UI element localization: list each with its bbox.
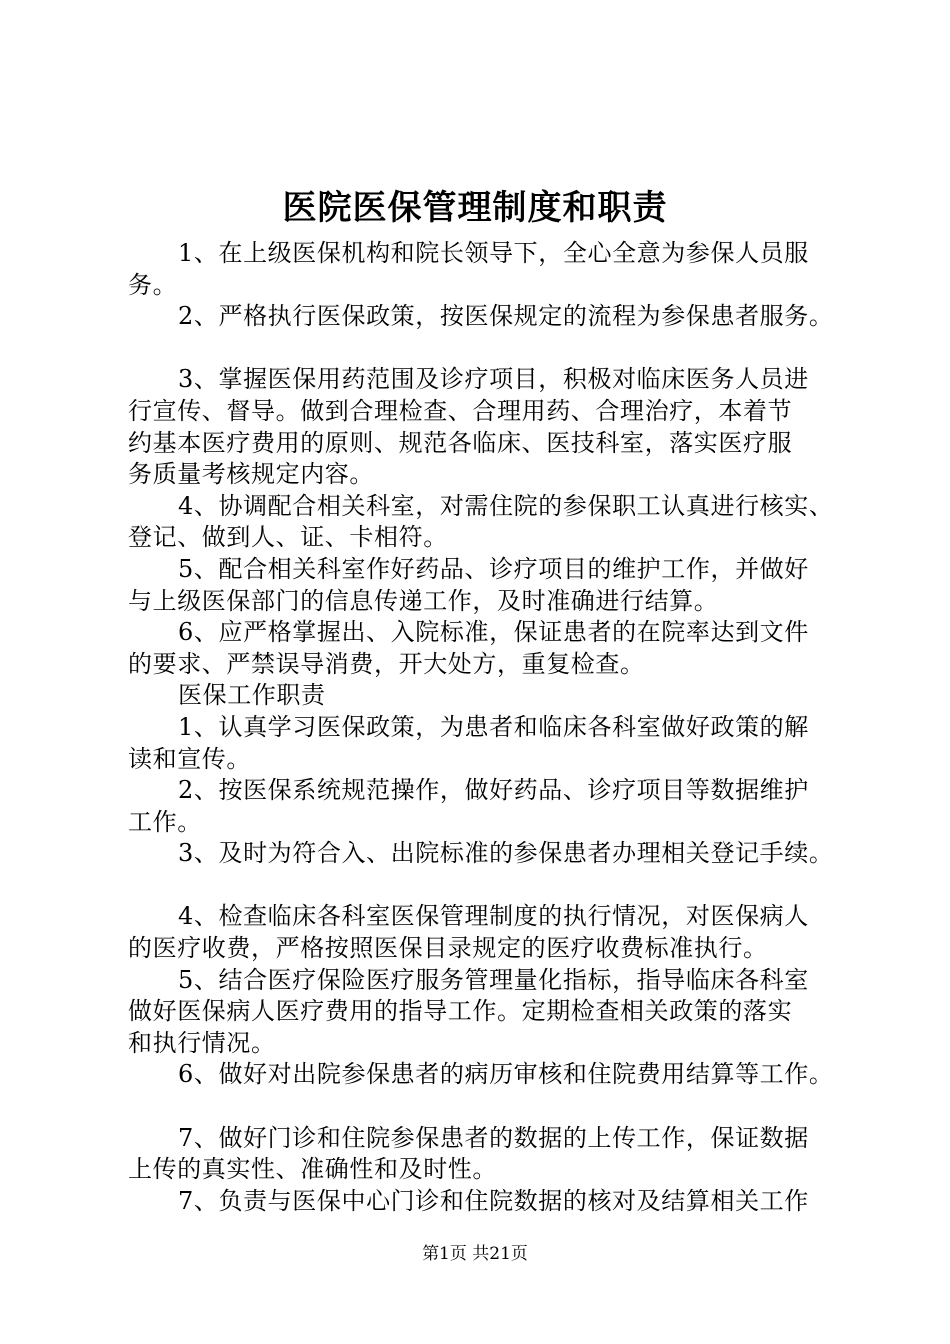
- paragraph-line: 务质量考核规定内容。: [128, 460, 374, 489]
- paragraph-line: 和执行情况。: [128, 1028, 276, 1057]
- document-title: 医院医保管理制度和职责: [282, 188, 668, 228]
- paragraph-line: 6、应严格掌握出、入院标准，保证患者的在院率达到文件: [178, 618, 809, 647]
- section-heading: 医保工作职责: [178, 681, 326, 710]
- blank-line: [128, 1091, 840, 1123]
- blank-line: [128, 870, 840, 902]
- blank-line: [128, 333, 840, 365]
- paragraph-line: 1、认真学习医保政策，为患者和临床各科室做好政策的解: [178, 712, 809, 741]
- paragraph-line: 7、做好门诊和住院参保患者的数据的上传工作，保证数据: [178, 1123, 809, 1152]
- paragraph-line: 行宣传、督导。做到合理检查、合理用药、合理治疗，本着节: [128, 396, 793, 425]
- paragraph-line: 3、掌握医保用药范围及诊疗项目，积极对临床医务人员进: [178, 365, 809, 394]
- paragraph-line: 7、负责与医保中心门诊和住院数据的核对及结算相关工作: [178, 1186, 809, 1215]
- paragraph-line: 上传的真实性、准确性和及时性。: [128, 1155, 497, 1184]
- paragraph-line: 读和宣传。: [128, 744, 251, 773]
- paragraph-line: 2、按医保系统规范操作，做好药品、诊疗项目等数据维护: [178, 776, 809, 805]
- page-footer: 第1页 共21页: [422, 1244, 528, 1264]
- paragraph-line: 1、在上级医保机构和院长领导下，全心全意为参保人员服: [178, 239, 809, 267]
- paragraph-line: 与上级医保部门的信息传递工作，及时准确进行结算。: [128, 586, 719, 615]
- paragraph-line: 3、及时为符合入、出院标准的参保患者办理相关登记手续。: [178, 839, 834, 868]
- paragraph-line: 登记、做到人、证、卡相符。: [128, 523, 448, 552]
- paragraph-line: 的要求、严禁误导消费，开大处方，重复检查。: [128, 649, 645, 678]
- paragraph-line: 2、严格执行医保政策，按医保规定的流程为参保患者服务。: [178, 302, 834, 331]
- paragraph-line: 5、结合医疗保险医疗服务管理量化指标，指导临床各科室: [178, 965, 809, 994]
- paragraph-line: 工作。: [128, 807, 202, 836]
- paragraph-line: 5、配合相关科室作好药品、诊疗项目的维护工作，并做好: [178, 554, 809, 583]
- paragraph-line: 约基本医疗费用的原则、规范各临床、医技科室，落实医疗服: [128, 428, 793, 457]
- paragraph-line: 的医疗收费，严格按照医保目录规定的医疗收费标准执行。: [128, 934, 768, 963]
- paragraph-line: 4、协调配合相关科室，对需住院的参保职工认真进行核实、: [178, 491, 834, 520]
- paragraph-line: 4、检查临床各科室医保管理制度的执行情况，对医保病人: [178, 902, 809, 931]
- document-body: [128, 238, 840, 1217]
- paragraph-line: 务。: [128, 270, 178, 299]
- paragraph-line: 做好医保病人医疗费用的指导工作。定期检查相关政策的落实: [128, 997, 793, 1026]
- paragraph-line: 6、做好对出院参保患者的病历审核和住院费用结算等工作。: [178, 1060, 834, 1089]
